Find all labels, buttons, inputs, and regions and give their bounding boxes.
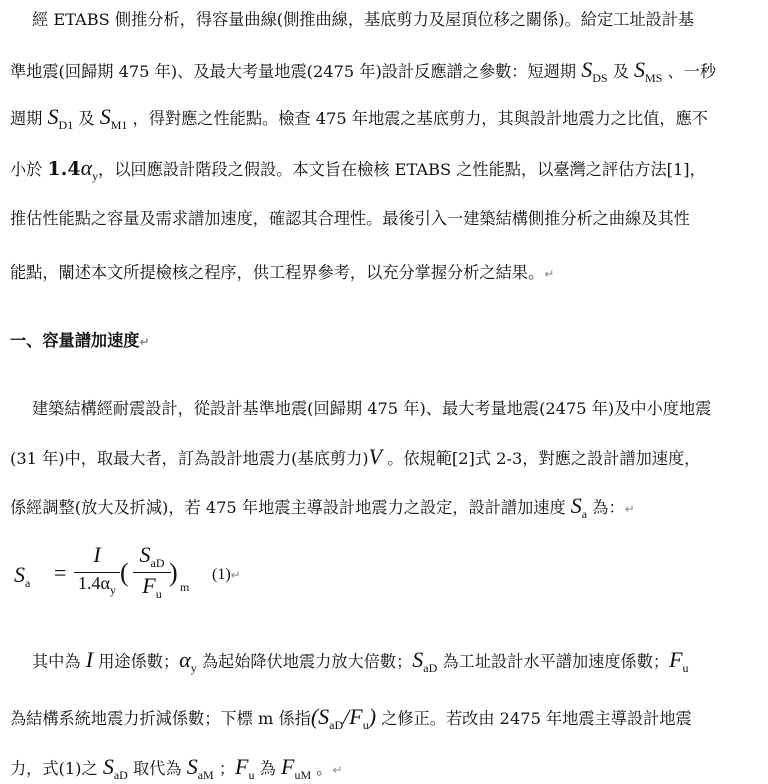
para1-line2: 準地震(回歸期 475 年)、及最大考量地震(2475 年)設計反應譜之參數：短週期 $S_{DS}$ 及 $S_{MS}$ 、一秒 (10, 57, 717, 85)
eq-right-paren: ) (169, 558, 178, 587)
eq-number: (1)↵ (212, 566, 241, 583)
section-heading: 一、容量譜加速度↵ (10, 331, 150, 350)
equation-1 (14, 542, 274, 612)
para2-line2: (31 年)中，取最大者，訂為設計地震力(基底剪力)V 。依規範[2]式 2-3，對應之設計譜加速度， (10, 444, 701, 469)
para1-line3: 週期 $S_{D1}$ 及 $S_{M1}$ ，得對應之性能點。檢查 475 年地震之基底剪力，其與設計地震力之比值，應不 (10, 104, 708, 132)
para1-line1: 經 ETABS 側推分析，得容量曲線(側推曲線，基底剪力及屋頂位移之關係)。給定工址設計基 (32, 10, 695, 29)
eq-outer-sub: m (180, 580, 190, 594)
para2-line3: 係經調整(放大及折減)，若 475 年地震主導設計地震力之設定，設計譜加速度 $S_a$ 為：↵ (10, 493, 635, 521)
para3-line3: 力，式(1)之 $S_{aD}$ 取代為 $S_{aM}$ ；$F_u$ 為 $F_{uM}$ 。↵ (10, 754, 343, 782)
para3-line1: 其中為 I 用途係數；$\alpha_y$ 為起始降伏地震力放大倍數；$S_{aD}$ 為工址設計水平譜加速度係數；$F_u$ (32, 647, 689, 675)
eq-lhs: $S_a$ (14, 562, 31, 590)
para1-line4: 小於 $1.4\alpha_y$，以回應設計階段之假設。本文旨在檢核 ETABS 之性能點，以臺灣之評估方法[1]， (10, 155, 706, 183)
para1-line5: 推估性能點之容量及需求譜加速度，確認其合理性。最後引入一建築結構側推分析之曲線及其性 (10, 209, 690, 228)
para1-line6: 能點，闡述本文所提檢核之程序，供工程界參考，以充分掌握分析之結果。↵ (10, 263, 555, 282)
eq-equals: = (54, 560, 67, 585)
eq-fraction-2: $S_{aD}$ $F_u$ (130, 542, 174, 603)
eq-fraction-1: I $1.4\alpha_y$ (72, 542, 122, 603)
para3-line2: 為結構系統地震力折減係數；下標 m 係指$(S_{aD}/F_u)$ 之修正。若改由 2475 年地震主導設計地震 (10, 704, 692, 732)
eq-left-paren: ( (120, 558, 129, 587)
para2-line1: 建築結構經耐震設計，從設計基準地震(回歸期 475 年)、最大考量地震(2475 年)及中小度地震 (32, 399, 712, 418)
